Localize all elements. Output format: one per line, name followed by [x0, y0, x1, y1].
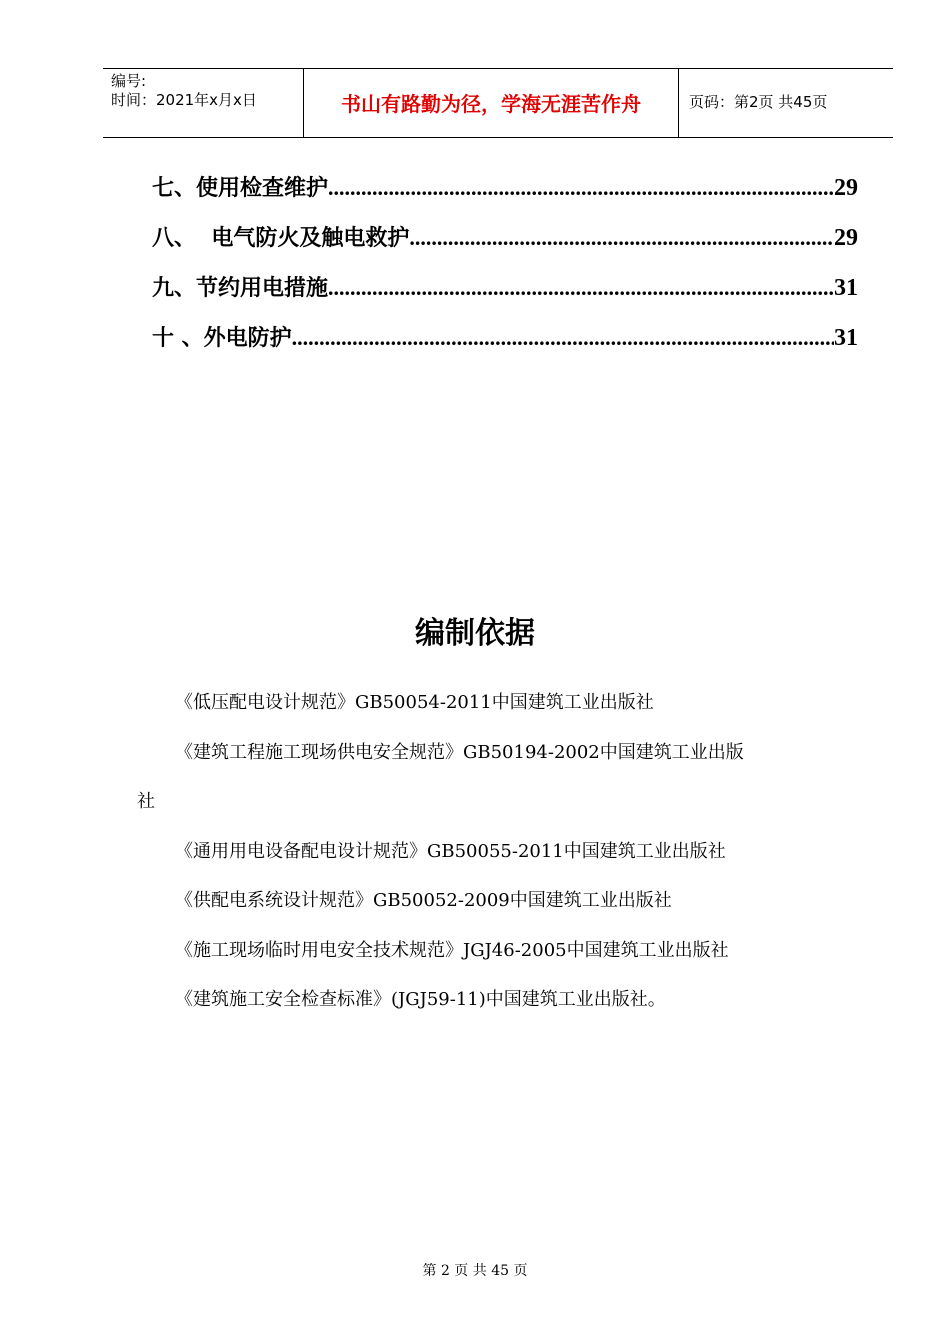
header-motto: 书山有路勤为径，学海无涯苦作舟 — [341, 92, 641, 116]
reference-item: 《供配电系统设计规范》GB50052-2009中国建筑工业出版社 — [175, 890, 672, 911]
reference-item: 《施工现场临时用电安全技术规范》JGJ46-2005中国建筑工业出版社 — [175, 940, 729, 961]
toc-leader-dots — [328, 273, 834, 303]
toc-entry-title: 十 、外电防护 — [152, 326, 292, 351]
header-page-info: 页码：第2页 共45页 — [689, 93, 828, 111]
toc-leader-dots — [328, 173, 834, 203]
toc-entry[interactable] — [152, 323, 858, 353]
page-footer: 第 2 页 共 45 页 — [422, 1263, 528, 1279]
reference-item: 《低压配电设计规范》GB50054-2011中国建筑工业出版社 — [175, 692, 654, 713]
header-page-cell — [679, 69, 893, 137]
toc-entry[interactable] — [152, 173, 858, 203]
toc-entry-title: 九、节约用电措施 — [152, 276, 329, 301]
toc-entry-page: 31 — [834, 325, 858, 351]
document-date: 时间：2021年x月x日 — [111, 91, 257, 109]
document-number-label: 编号: — [111, 72, 147, 90]
header-motto-cell — [303, 69, 679, 137]
page-header — [103, 68, 893, 138]
toc-entry-title: 七、使用检查维护 — [152, 176, 329, 201]
reference-item: 《通用用电设备配电设计规范》GB50055-2011中国建筑工业出版社 — [175, 841, 726, 862]
toc-leader-dots — [292, 323, 834, 353]
toc-entry-title: 八、 电气防火及触电救护 — [152, 226, 410, 251]
reference-item-continued: 社 — [137, 791, 155, 812]
toc-leader-dots — [409, 223, 834, 253]
reference-item: 《建筑工程施工现场供电安全规范》GB50194-2002中国建筑工业出版 — [175, 742, 744, 763]
header-info-cell — [103, 69, 303, 137]
toc-entry-page: 31 — [834, 275, 858, 301]
toc-entry[interactable] — [152, 273, 858, 303]
toc-entry-page: 29 — [834, 175, 858, 201]
reference-item: 《建筑施工安全检查标准》(JGJ59-11)中国建筑工业出版社。 — [175, 989, 666, 1010]
section-title: 编制依据 — [415, 616, 535, 651]
toc-entry[interactable] — [152, 223, 858, 253]
toc-entry-page: 29 — [834, 225, 858, 251]
